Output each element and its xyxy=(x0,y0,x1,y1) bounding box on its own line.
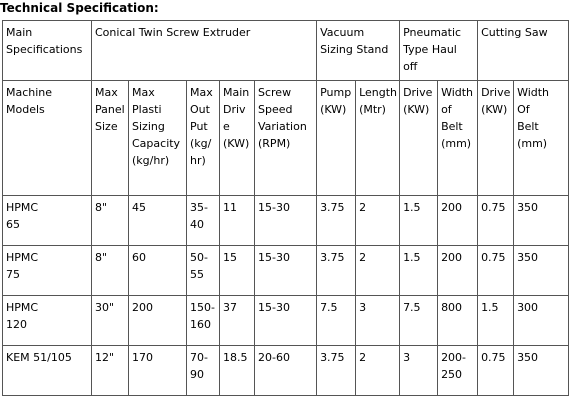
table-cell: 800 xyxy=(438,296,478,346)
table-cell: 8" xyxy=(92,196,129,246)
table-row xyxy=(3,296,569,346)
table-cell: 50- 55 xyxy=(187,246,220,296)
table-cell: 15-30 xyxy=(255,196,317,246)
page-title: Technical Specification: xyxy=(0,1,159,15)
table-cell: 30" xyxy=(92,296,129,346)
column-header: Max Plasti Sizing Capacity (kg/hr) xyxy=(129,81,187,196)
model-cell: HPMC 75 xyxy=(3,246,92,296)
table-cell: 1.5 xyxy=(478,296,514,346)
table-cell: 0.75 xyxy=(478,346,514,396)
group-pneumatic-haul-off: Pneumatic Type Haul off xyxy=(400,21,478,81)
table-cell: 60 xyxy=(129,246,187,296)
group-vacuum-sizing-stand: Vacuum Sizing Stand xyxy=(317,21,400,81)
column-header: Pump (KW) xyxy=(317,81,356,196)
table-cell: 20-60 xyxy=(255,346,317,396)
table-cell: 45 xyxy=(129,196,187,246)
table-cell: 3.75 xyxy=(317,346,356,396)
column-header: Max Out Put (kg/ hr) xyxy=(187,81,220,196)
table-cell: 2 xyxy=(356,346,400,396)
model-cell: HPMC 120 xyxy=(3,296,92,346)
table-cell: 200 xyxy=(438,196,478,246)
column-header: Main Drive (KW) xyxy=(220,81,255,196)
table-cell: 18.5 xyxy=(220,346,255,396)
table-cell: 11 xyxy=(220,196,255,246)
table-cell: 7.5 xyxy=(317,296,356,346)
table-cell: 3.75 xyxy=(317,196,356,246)
table-cell: 15-30 xyxy=(255,246,317,296)
table-cell: 300 xyxy=(514,296,569,346)
table-cell: 2 xyxy=(356,246,400,296)
table-cell: 15 xyxy=(220,246,255,296)
table-cell: 3 xyxy=(400,346,438,396)
group-cutting-saw: Cutting Saw xyxy=(478,21,569,81)
group-conical-twin-screw-extruder: Conical Twin Screw Extruder xyxy=(92,21,317,81)
technical-specification-table xyxy=(2,20,569,396)
table-cell: 70- 90 xyxy=(187,346,220,396)
table-cell: 37 xyxy=(220,296,255,346)
table-cell: 3.75 xyxy=(317,246,356,296)
column-header: Drive (KW) xyxy=(400,81,438,196)
table-cell: 12" xyxy=(92,346,129,396)
column-header: Width of Belt (mm) xyxy=(438,81,478,196)
table-cell: 1.5 xyxy=(400,246,438,296)
table-cell: 15-30 xyxy=(255,296,317,346)
table-cell: 3 xyxy=(356,296,400,346)
table-cell: 170 xyxy=(129,346,187,396)
column-header: Width Of Belt (mm) xyxy=(514,81,569,196)
group-main-specifications: Main Specifications xyxy=(3,21,92,81)
column-header: Length (Mtr) xyxy=(356,81,400,196)
table-cell: 2 xyxy=(356,196,400,246)
model-cell: KEM 51/105 xyxy=(3,346,92,396)
table-row xyxy=(3,346,569,396)
column-header-row xyxy=(3,81,569,196)
table-cell: 200 xyxy=(438,246,478,296)
table-cell: 350 xyxy=(514,196,569,246)
table-cell: 200 xyxy=(129,296,187,346)
table-cell: 350 xyxy=(514,346,569,396)
table-cell: 350 xyxy=(514,246,569,296)
group-header-row xyxy=(3,21,569,81)
column-header: Screw Speed Variation (RPM) xyxy=(255,81,317,196)
column-header: Machine Models xyxy=(3,81,92,196)
column-header: Drive (KW) xyxy=(478,81,514,196)
table-cell: 200- 250 xyxy=(438,346,478,396)
table-cell: 0.75 xyxy=(478,196,514,246)
table-row xyxy=(3,246,569,296)
table-cell: 1.5 xyxy=(400,196,438,246)
model-cell: HPMC 65 xyxy=(3,196,92,246)
table-cell: 150- 160 xyxy=(187,296,220,346)
table-row xyxy=(3,196,569,246)
column-header: Max Panel Size xyxy=(92,81,129,196)
table-cell: 8" xyxy=(92,246,129,296)
table-cell: 35- 40 xyxy=(187,196,220,246)
table-cell: 7.5 xyxy=(400,296,438,346)
table-cell: 0.75 xyxy=(478,246,514,296)
